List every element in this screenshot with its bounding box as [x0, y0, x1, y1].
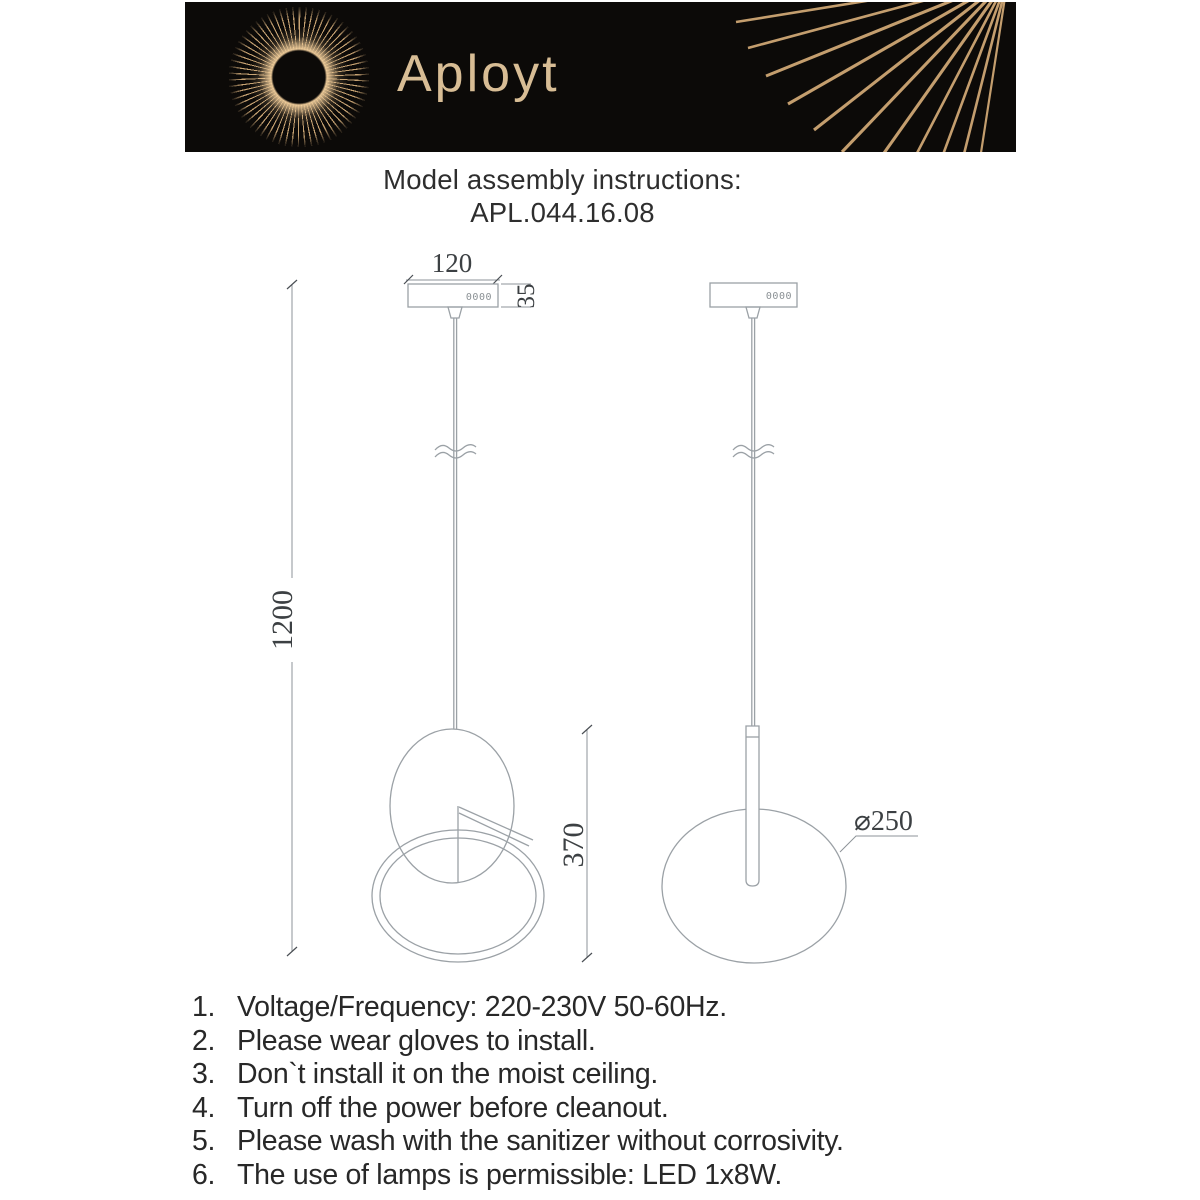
canopy-width-label: 120	[431, 248, 473, 278]
right-cord-grip	[746, 307, 760, 318]
right-view	[662, 283, 918, 963]
suspension-length-label: 1200	[266, 590, 299, 650]
canopy-height-label: 35	[513, 283, 540, 309]
item-number: 6.	[192, 1158, 216, 1191]
dimension-suspension-length	[266, 280, 299, 956]
item-number: 5.	[192, 1125, 216, 1157]
dimension-shade-diameter	[840, 806, 918, 852]
item-text: Turn off the power before cleanout.	[237, 1091, 669, 1124]
left-cord-grip	[448, 307, 462, 318]
stem-tube	[746, 726, 759, 886]
list-item	[192, 991, 844, 1025]
left-break-symbol	[435, 445, 476, 458]
item-text: Please wash with the sanitizer without corrosivity.	[237, 1125, 844, 1157]
list-item	[192, 1125, 844, 1159]
title-block	[0, 163, 1125, 229]
fixture-height-label: 370	[557, 822, 590, 868]
item-text: Voltage/Frequency: 220-230V 50-60Hz.	[237, 991, 727, 1023]
left-canopy-vents: 0000	[465, 292, 492, 303]
item-text: Please wear gloves to install.	[237, 1024, 596, 1057]
item-number: 2.	[192, 1024, 216, 1057]
page-title: Model assembly instructions:	[383, 164, 742, 195]
left-view	[372, 248, 592, 962]
list-item	[192, 1058, 844, 1092]
dimension-fixture-height	[557, 725, 592, 962]
starburst-logo-icon	[229, 7, 369, 147]
brand-banner	[185, 2, 1016, 152]
ring-fixture	[372, 729, 544, 962]
corner-rays-icon	[696, 2, 1016, 152]
model-number: APL.044.16.08	[470, 197, 655, 228]
list-item	[192, 1025, 844, 1059]
list-item	[192, 1092, 844, 1126]
right-break-symbol	[733, 445, 774, 458]
starburst-core-icon	[229, 7, 369, 147]
item-text: Don`t install it on the moist ceiling.	[237, 1058, 659, 1090]
list-item	[192, 1159, 844, 1193]
instructions-list	[192, 991, 844, 1192]
item-text: The use of lamps is permissible: LED 1x8W.	[237, 1158, 782, 1191]
brand-name: Aployt	[397, 45, 560, 103]
technical-drawing	[0, 240, 1200, 1000]
item-number: 3.	[192, 1058, 216, 1090]
item-number: 4.	[192, 1091, 216, 1124]
item-number: 1.	[192, 991, 216, 1023]
shade-diameter-label: ⌀250	[854, 806, 913, 837]
right-canopy-vents: 0000	[765, 291, 792, 302]
